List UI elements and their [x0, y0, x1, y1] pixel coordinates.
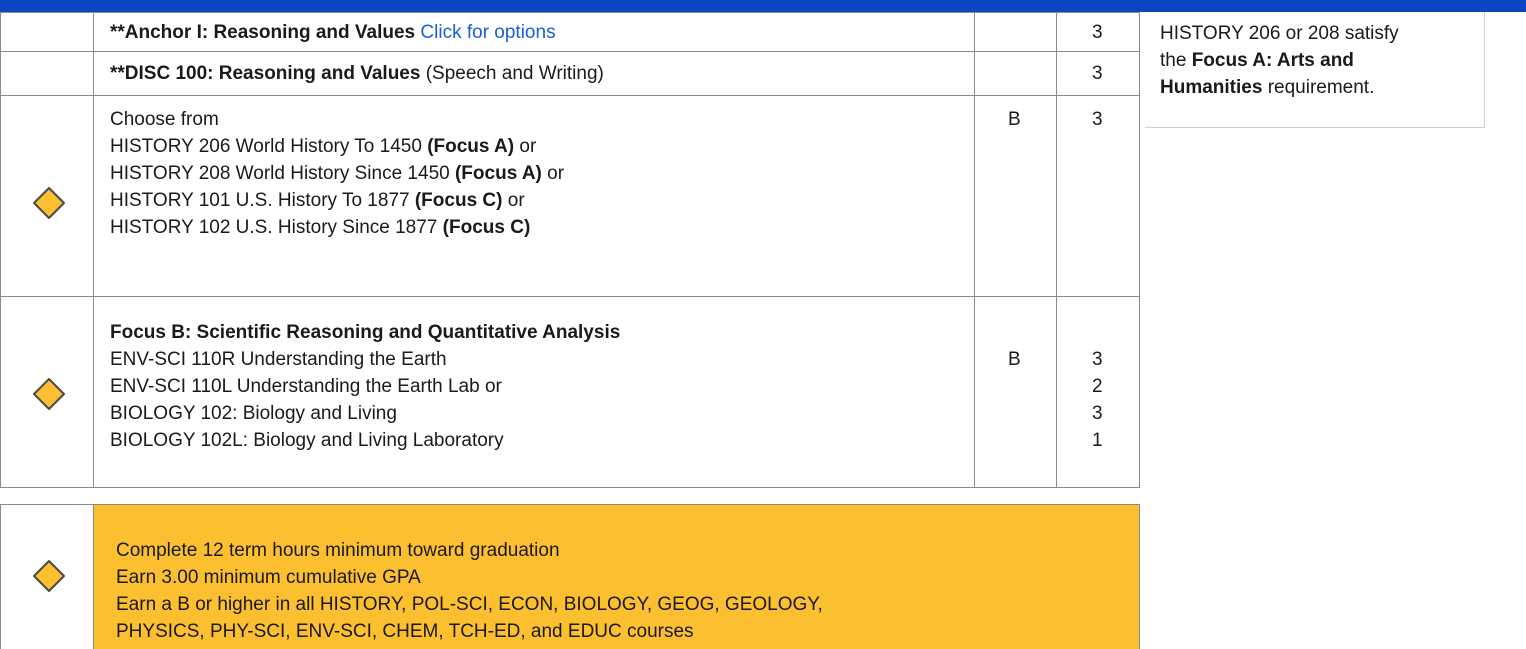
row-3-hours: 3: [1092, 109, 1103, 130]
row-4-grade: B: [1008, 349, 1021, 370]
row-2-icon-cell: [0, 51, 94, 96]
diamond-icon: [32, 559, 66, 593]
course-line: ENV-SCI 110L Understanding the Earth Lab or: [110, 376, 502, 397]
row-2-title-cell: [93, 51, 975, 96]
requirement-line: Complete 12 term hours minimum toward graduation: [116, 540, 560, 561]
course-line: HISTORY 102 U.S. History Since 1877 (Focus C): [110, 217, 531, 238]
requirement-line: Earn a B or higher in all HISTORY, POL-SCI, ECON, BIOLOGY, GEOG, GEOLOGY,: [116, 594, 823, 615]
row-4-hours: 3: [1092, 403, 1103, 424]
row-3-icon-cell: [0, 95, 94, 297]
course-line: BIOLOGY 102: Biology and Living: [110, 403, 397, 424]
requirement-line: Earn 3.00 minimum cumulative GPA: [116, 567, 421, 588]
focus-note: [1145, 12, 1485, 128]
course-line: BIOLOGY 102L: Biology and Living Laboratory: [110, 430, 504, 451]
row-2-title: **DISC 100: Reasoning and Values: [110, 63, 421, 84]
row-1-hours: 3: [1092, 22, 1103, 43]
row-3-title-cell: [93, 95, 975, 297]
row-4-hours: 3: [1092, 349, 1103, 370]
row-1-title: **Anchor I: Reasoning and Values: [110, 22, 416, 43]
row-3-grade: B: [1008, 109, 1021, 130]
row-4-heading: Focus B: Scientific Reasoning and Quantitative Analysis: [110, 322, 621, 343]
course-line: ENV-SCI 110R Understanding the Earth: [110, 349, 447, 370]
row-2-hours: 3: [1092, 63, 1103, 84]
diamond-icon: [32, 377, 66, 411]
note-line: the Focus A: Arts and: [1160, 50, 1354, 71]
requirement-line: PHYSICS, PHY-SCI, ENV-SCI, CHEM, TCH-ED, and EDUC courses: [116, 621, 694, 642]
row-1-hours-cell: [1056, 12, 1140, 52]
requirements-icon-cell: [0, 504, 93, 649]
row-4-grade-cell: [974, 296, 1057, 488]
row-2-grade-cell: [974, 51, 1057, 96]
row-4-hours-cell: [1056, 296, 1140, 488]
row-3-grade-cell: [974, 95, 1057, 297]
row-4-hours: 1: [1092, 430, 1103, 451]
row-4-hours: 2: [1092, 376, 1103, 397]
course-line: HISTORY 101 U.S. History To 1877 (Focus C) or: [110, 190, 525, 211]
click-for-options-link[interactable]: Click for options: [420, 22, 556, 43]
course-line: HISTORY 206 World History To 1450 (Focus A) or: [110, 136, 537, 157]
row-4-title-cell: [93, 296, 975, 488]
note-line: Humanities requirement.: [1160, 77, 1375, 98]
course-line: HISTORY 208 World History Since 1450 (Focus A) or: [110, 163, 565, 184]
row-1-grade-cell: [974, 12, 1057, 52]
note-line: HISTORY 206 or 208 satisfy: [1160, 23, 1399, 44]
requirements-box: [93, 504, 1140, 649]
diamond-icon: [32, 186, 66, 220]
row-3-hours-cell: [1056, 95, 1140, 297]
row-1-title-cell: [93, 12, 975, 52]
row-2-hours-cell: [1056, 51, 1140, 96]
row-3-intro: Choose from: [110, 109, 219, 130]
row-1-icon-cell: [0, 12, 94, 52]
row-2-subtitle: (Speech and Writing): [425, 63, 604, 84]
header-bar: [0, 0, 1526, 12]
row-4-icon-cell: [0, 296, 94, 488]
